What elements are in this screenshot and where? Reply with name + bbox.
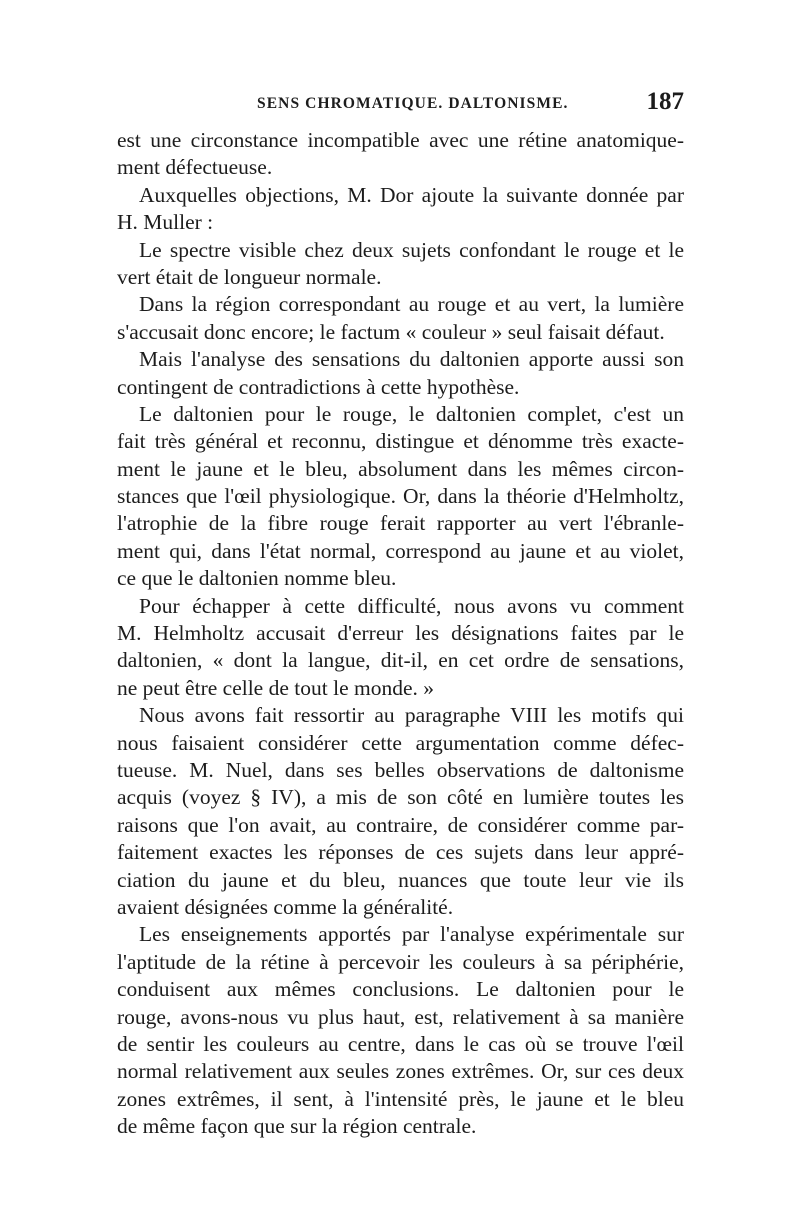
- text-line: faitement exactes les réponses de ces sujets dans leur appré-: [117, 840, 684, 865]
- text-line: Le spectre visible chez deux sujets confondant le rouge et le: [139, 237, 684, 262]
- text-line: nous faisaient considérer cette argumentation comme défec-: [117, 730, 684, 755]
- text-line: ce que le daltonien nomme bleu.: [117, 566, 397, 591]
- text-line: Nous avons fait ressortir au paragraphe VIII les motifs qui: [139, 703, 684, 728]
- text-line: l'aptitude de la rétine à percevoir les couleurs à sa périphérie,: [117, 949, 684, 974]
- text-line: ment défectueuse.: [117, 155, 273, 180]
- text-line: ment qui, dans l'état normal, correspond au jaune et au violet,: [117, 538, 684, 563]
- text-line: ment le jaune et le bleu, absolument dans les mêmes circon-: [117, 456, 684, 481]
- text-line: zones extrêmes, il sent, à l'intensité près, le jaune et le bleu: [117, 1086, 684, 1111]
- text-line: s'accusait donc encore; le factum « couleur » seul faisait défaut.: [117, 319, 665, 344]
- text-line: Le daltonien pour le rouge, le daltonien complet, c'est un: [139, 401, 684, 426]
- text-line: avaient désignées comme la généralité.: [117, 894, 454, 919]
- text-line: rouge, avons-nous vu plus haut, est, relativement à sa manière: [117, 1004, 684, 1029]
- text-line: Pour échapper à cette difficulté, nous avons vu comment: [139, 593, 684, 618]
- text-line: conduisent aux mêmes conclusions. Le daltonien pour le: [117, 977, 684, 1002]
- text-line: ciation du jaune et du bleu, nuances que toute leur vie ils: [117, 867, 684, 892]
- text-line: normal relativement aux seules zones extrêmes. Or, sur ces deux: [117, 1059, 684, 1084]
- text-line: Mais l'analyse des sensations du daltonien apporte aussi son: [139, 347, 684, 372]
- text-line: Dans la région correspondant au rouge et au vert, la lumière: [139, 292, 684, 317]
- text-line: tueuse. M. Nuel, dans ses belles observations de daltonisme: [117, 757, 684, 782]
- text-line: contingent de contradictions à cette hypothèse.: [117, 374, 520, 399]
- text-line: H. Muller :: [117, 210, 214, 235]
- text-line: raisons que l'on avait, au contraire, de considérer comme par-: [117, 812, 684, 837]
- text-line: M. Helmholtz accusait d'erreur les désignations faites par le: [117, 621, 684, 646]
- page-header: [117, 88, 684, 122]
- body-text: [117, 127, 684, 1140]
- text-line: vert était de longueur normale.: [117, 264, 382, 289]
- text-line: stances que l'œil physiologique. Or, dans la théorie d'Helmholtz,: [117, 484, 684, 509]
- text-line: daltonien, « dont la langue, dit-il, en cet ordre de sensations,: [117, 648, 684, 673]
- text-line: fait très général et reconnu, distingue et dénomme très exacte-: [117, 429, 684, 454]
- text-line: de sentir les couleurs au centre, dans le cas où se trouve l'œil: [117, 1031, 684, 1056]
- text-line: de même façon que sur la région centrale.: [117, 1114, 477, 1139]
- text-line: l'atrophie de la fibre rouge ferait rapporter au vert l'ébranle-: [117, 511, 684, 536]
- text-line: Les enseignements apportés par l'analyse expérimentale sur: [139, 922, 684, 947]
- text-line: acquis (voyez § IV), a mis de son côté en lumière toutes les: [117, 785, 684, 810]
- text-line: Auxquelles objections, M. Dor ajoute la suivante donnée par: [139, 182, 684, 207]
- page-number: 187: [646, 88, 684, 115]
- text-line: est une circonstance incompatible avec une rétine anatomique-: [117, 128, 684, 152]
- running-head: SENS CHROMATIQUE. DALTONISME.: [257, 95, 569, 112]
- text-line: ne peut être celle de tout le monde. »: [117, 675, 434, 700]
